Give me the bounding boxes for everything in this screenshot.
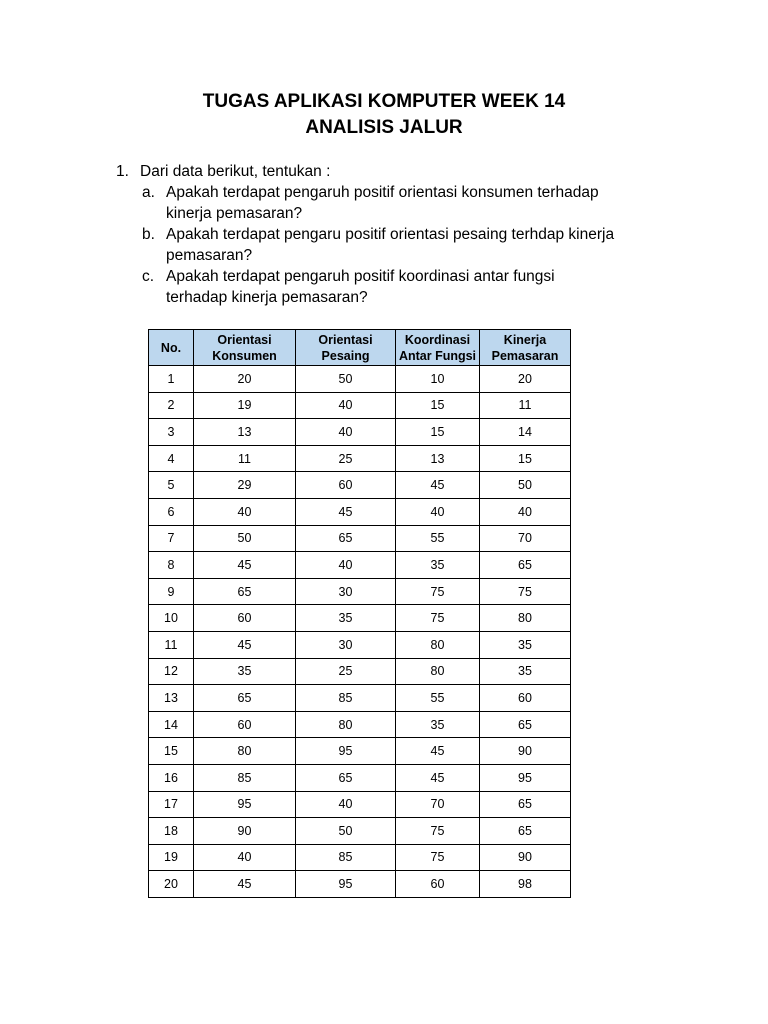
header-label-line2: Pemasaran — [491, 348, 559, 363]
cell-orientasi-konsumen: 95 — [194, 791, 296, 818]
cell-orientasi-konsumen: 90 — [194, 818, 296, 845]
cell-no: 16 — [149, 764, 194, 791]
question-item-a-letter: a. — [142, 184, 155, 201]
cell-koordinasi-antar-fungsi: 55 — [396, 685, 480, 712]
cell-kinerja-pemasaran: 14 — [480, 419, 571, 446]
cell-koordinasi-antar-fungsi: 70 — [396, 791, 480, 818]
cell-no: 19 — [149, 844, 194, 871]
question-item-c-line1: Apakah terdapat pengaruh positif koordinasi antar fungsi — [166, 268, 555, 285]
cell-orientasi-pesaing: 95 — [296, 738, 396, 765]
cell-orientasi-konsumen: 45 — [194, 631, 296, 658]
header-no-label: No. — [160, 340, 182, 355]
cell-kinerja-pemasaran: 98 — [480, 871, 571, 898]
cell-orientasi-konsumen: 11 — [194, 445, 296, 472]
cell-kinerja-pemasaran: 20 — [480, 366, 571, 393]
cell-no: 7 — [149, 525, 194, 552]
cell-orientasi-pesaing: 80 — [296, 711, 396, 738]
cell-no: 12 — [149, 658, 194, 685]
cell-koordinasi-antar-fungsi: 45 — [396, 738, 480, 765]
question-item-a-line1: Apakah terdapat pengaruh positif orientasi konsumen terhadap — [166, 184, 599, 201]
header-label-line2: Konsumen — [212, 348, 277, 363]
table-row — [149, 658, 571, 685]
cell-orientasi-konsumen: 65 — [194, 578, 296, 605]
cell-koordinasi-antar-fungsi: 35 — [396, 552, 480, 579]
cell-orientasi-pesaing: 95 — [296, 871, 396, 898]
cell-kinerja-pemasaran: 60 — [480, 685, 571, 712]
cell-orientasi-pesaing: 85 — [296, 685, 396, 712]
cell-koordinasi-antar-fungsi: 75 — [396, 605, 480, 632]
table-row — [149, 711, 571, 738]
cell-koordinasi-antar-fungsi: 40 — [396, 498, 480, 525]
table-row — [149, 498, 571, 525]
table-row — [149, 445, 571, 472]
header-kinerja-pemasaran — [480, 330, 571, 366]
cell-no: 15 — [149, 738, 194, 765]
cell-no: 17 — [149, 791, 194, 818]
header-label-line1: Orientasi — [318, 332, 373, 347]
header-label-line1: Kinerja — [503, 332, 547, 347]
cell-kinerja-pemasaran: 65 — [480, 818, 571, 845]
cell-kinerja-pemasaran: 95 — [480, 764, 571, 791]
cell-orientasi-konsumen: 35 — [194, 658, 296, 685]
cell-orientasi-konsumen: 45 — [194, 871, 296, 898]
cell-kinerja-pemasaran: 50 — [480, 472, 571, 499]
cell-koordinasi-antar-fungsi: 80 — [396, 631, 480, 658]
cell-koordinasi-antar-fungsi: 75 — [396, 844, 480, 871]
cell-no: 9 — [149, 578, 194, 605]
cell-orientasi-pesaing: 25 — [296, 658, 396, 685]
cell-kinerja-pemasaran: 90 — [480, 844, 571, 871]
cell-orientasi-konsumen: 40 — [194, 498, 296, 525]
header-label-line1: Koordinasi — [404, 332, 471, 347]
table-row — [149, 525, 571, 552]
cell-orientasi-pesaing: 25 — [296, 445, 396, 472]
question-intro-text: Dari data berikut, tentukan : — [140, 163, 331, 180]
cell-kinerja-pemasaran: 65 — [480, 711, 571, 738]
table-row — [149, 764, 571, 791]
cell-kinerja-pemasaran: 40 — [480, 498, 571, 525]
table-row — [149, 791, 571, 818]
cell-no: 5 — [149, 472, 194, 499]
cell-orientasi-pesaing: 40 — [296, 419, 396, 446]
question-item-c — [142, 267, 555, 287]
cell-orientasi-pesaing: 85 — [296, 844, 396, 871]
cell-orientasi-pesaing: 65 — [296, 525, 396, 552]
cell-koordinasi-antar-fungsi: 75 — [396, 578, 480, 605]
cell-no: 1 — [149, 366, 194, 393]
cell-kinerja-pemasaran: 75 — [480, 578, 571, 605]
header-koordinasi-antar-fungsi — [396, 330, 480, 366]
cell-kinerja-pemasaran: 70 — [480, 525, 571, 552]
question-item-c-letter: c. — [142, 268, 155, 285]
question-item-a-cont: kinerja pemasaran? — [166, 205, 303, 222]
question-item-b-cont: pemasaran? — [166, 247, 253, 264]
cell-koordinasi-antar-fungsi: 35 — [396, 711, 480, 738]
cell-orientasi-konsumen: 45 — [194, 552, 296, 579]
cell-orientasi-pesaing: 45 — [296, 498, 396, 525]
header-orientasi-pesaing — [296, 330, 396, 366]
table-row — [149, 871, 571, 898]
cell-kinerja-pemasaran: 35 — [480, 631, 571, 658]
data-table — [148, 329, 571, 898]
cell-koordinasi-antar-fungsi: 55 — [396, 525, 480, 552]
cell-kinerja-pemasaran: 80 — [480, 605, 571, 632]
cell-orientasi-konsumen: 13 — [194, 419, 296, 446]
table-row — [149, 472, 571, 499]
table-row — [149, 818, 571, 845]
table-row — [149, 631, 571, 658]
table-row — [149, 366, 571, 393]
cell-orientasi-konsumen: 60 — [194, 605, 296, 632]
cell-koordinasi-antar-fungsi: 60 — [396, 871, 480, 898]
cell-no: 18 — [149, 818, 194, 845]
table-row — [149, 392, 571, 419]
table-row — [149, 844, 571, 871]
cell-no: 3 — [149, 419, 194, 446]
cell-orientasi-konsumen: 29 — [194, 472, 296, 499]
cell-orientasi-konsumen: 85 — [194, 764, 296, 791]
header-label-line2: Pesaing — [321, 348, 370, 363]
cell-orientasi-pesaing: 40 — [296, 392, 396, 419]
cell-koordinasi-antar-fungsi: 10 — [396, 366, 480, 393]
cell-no: 13 — [149, 685, 194, 712]
cell-no: 11 — [149, 631, 194, 658]
cell-orientasi-pesaing: 60 — [296, 472, 396, 499]
question-item-a — [142, 183, 599, 203]
table-body — [149, 366, 571, 898]
cell-kinerja-pemasaran: 35 — [480, 658, 571, 685]
cell-no: 4 — [149, 445, 194, 472]
document-title: TUGAS APLIKASI KOMPUTER WEEK 14 — [202, 91, 566, 112]
cell-no: 10 — [149, 605, 194, 632]
table-row — [149, 605, 571, 632]
cell-koordinasi-antar-fungsi: 45 — [396, 472, 480, 499]
header-label-line2: Antar Fungsi — [398, 348, 477, 363]
cell-no: 2 — [149, 392, 194, 419]
cell-kinerja-pemasaran: 15 — [480, 445, 571, 472]
cell-orientasi-pesaing: 50 — [296, 818, 396, 845]
cell-koordinasi-antar-fungsi: 75 — [396, 818, 480, 845]
cell-orientasi-pesaing: 35 — [296, 605, 396, 632]
cell-no: 8 — [149, 552, 194, 579]
cell-orientasi-konsumen: 80 — [194, 738, 296, 765]
cell-kinerja-pemasaran: 65 — [480, 552, 571, 579]
cell-orientasi-pesaing: 40 — [296, 791, 396, 818]
cell-kinerja-pemasaran: 11 — [480, 392, 571, 419]
question-number: 1. — [116, 163, 129, 180]
cell-no: 20 — [149, 871, 194, 898]
header-no — [149, 330, 194, 366]
cell-orientasi-konsumen: 20 — [194, 366, 296, 393]
cell-orientasi-konsumen: 40 — [194, 844, 296, 871]
header-row — [149, 330, 571, 366]
header-label-line1: Orientasi — [217, 332, 272, 347]
question-item-c-cont: terhadap kinerja pemasaran? — [166, 289, 368, 306]
cell-orientasi-pesaing: 40 — [296, 552, 396, 579]
cell-koordinasi-antar-fungsi: 15 — [396, 392, 480, 419]
header-orientasi-konsumen — [194, 330, 296, 366]
cell-orientasi-konsumen: 50 — [194, 525, 296, 552]
cell-no: 14 — [149, 711, 194, 738]
cell-kinerja-pemasaran: 90 — [480, 738, 571, 765]
table-row — [149, 738, 571, 765]
cell-orientasi-pesaing: 30 — [296, 578, 396, 605]
document-subtitle: ANALISIS JALUR — [305, 117, 463, 138]
table-header — [149, 330, 571, 366]
cell-koordinasi-antar-fungsi: 13 — [396, 445, 480, 472]
cell-koordinasi-antar-fungsi: 15 — [396, 419, 480, 446]
question-intro — [116, 162, 330, 182]
table-row — [149, 552, 571, 579]
cell-orientasi-konsumen: 65 — [194, 685, 296, 712]
cell-orientasi-pesaing: 65 — [296, 764, 396, 791]
question-item-b-letter: b. — [142, 226, 155, 243]
cell-orientasi-pesaing: 30 — [296, 631, 396, 658]
cell-orientasi-konsumen: 19 — [194, 392, 296, 419]
cell-koordinasi-antar-fungsi: 80 — [396, 658, 480, 685]
cell-koordinasi-antar-fungsi: 45 — [396, 764, 480, 791]
cell-orientasi-pesaing: 50 — [296, 366, 396, 393]
cell-kinerja-pemasaran: 65 — [480, 791, 571, 818]
table-row — [149, 419, 571, 446]
cell-orientasi-konsumen: 60 — [194, 711, 296, 738]
cell-no: 6 — [149, 498, 194, 525]
table-row — [149, 685, 571, 712]
table-row — [149, 578, 571, 605]
question-item-b — [142, 225, 614, 245]
question-item-b-line1: Apakah terdapat pengaru positif orientasi pesaing terhdap kinerja — [166, 226, 615, 243]
